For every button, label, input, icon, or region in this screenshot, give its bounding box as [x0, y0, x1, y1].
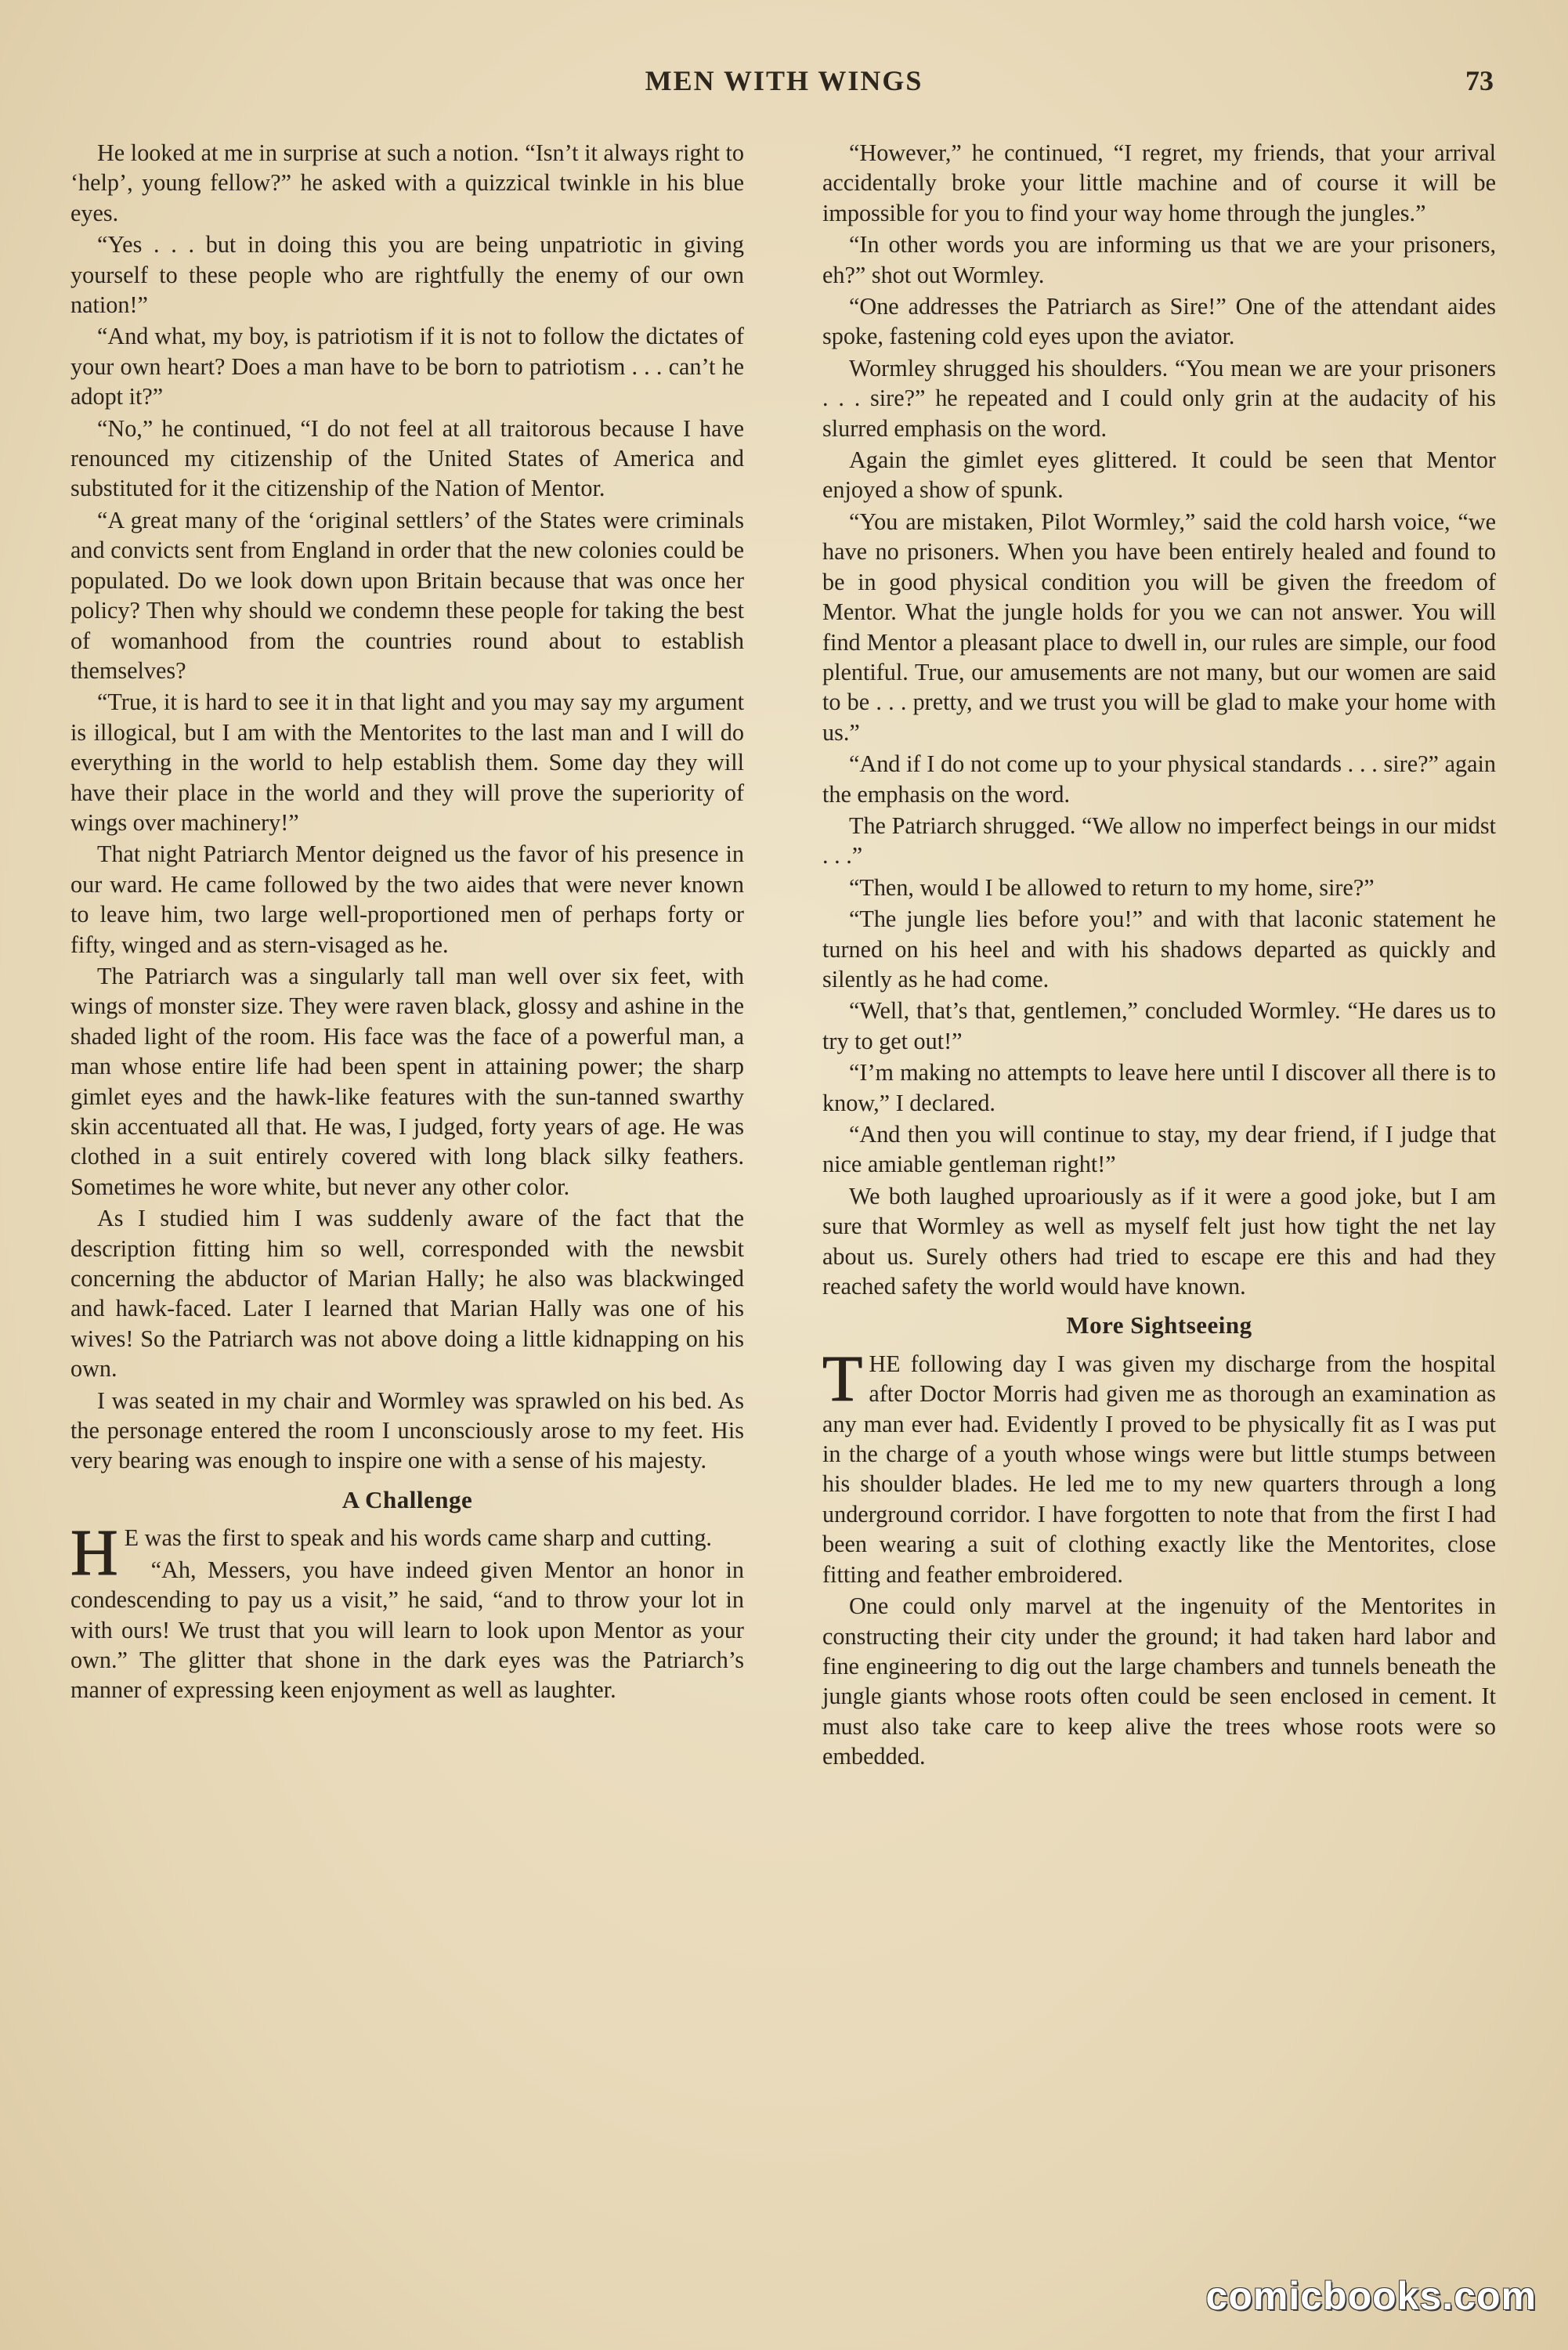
paragraph: Wormley shrugged his shoulders. “You mean we are your prisoners . . . sire?” he repeated and I could only grin at the audacity of his slurred emphasis on the word.: [822, 354, 1496, 442]
section-heading: More Sightseeing: [1066, 1311, 1252, 1340]
paragraph: “The jungle lies before you!” and with that laconic statement he turned on his heel and with his shadows departed as quickly and silently as he had come.: [822, 906, 1496, 992]
section-heading: A Challenge: [341, 1485, 473, 1513]
drop-cap-letter: H: [70, 1517, 118, 1590]
paragraph: “Yes . . . but in doing this you are being unpatriotic in giving yourself to these people who are rightfully the enemy of our own nation!”: [70, 231, 744, 319]
page-number: 73: [1465, 65, 1494, 96]
paragraph: “However,” he continued, “I regret, my friends, that your arrival accidentally broke your little machine and of course it will be impossible for you to find your way home through the jungles.”: [822, 139, 1496, 226]
paragraph: “And if I do not come up to your physical standards . . . sire?” again the emphasis on the word.: [822, 750, 1496, 808]
paragraph: As I studied him I was suddenly aware of the fact that the description fitting him so well, corresponded with the newsbit concerning the abductor of Marian Hally; he also was blackwinged and hawk-faced. Later I learned that Marian Hally was one of his wives! So the Patriarch was not above doing a little kidnapping on his own.: [70, 1205, 744, 1383]
paragraph: “One addresses the Patriarch as Sire!” One of the attendant aides spoke, fastening cold eyes upon the aviator.: [822, 293, 1496, 350]
paragraph: The Patriarch shrugged. “We allow no imperfect beings in our midst . . .”: [822, 812, 1496, 870]
left-column: [70, 138, 744, 1707]
paragraph: “In other words you are informing us that we are your prisoners, eh?” shot out Wormley.: [822, 231, 1496, 288]
paragraph: He looked at me in surprise at such a notion. “Isn’t it always right to ‘help’, young fellow?” he asked with a quizzical twinkle in his blue eyes.: [70, 139, 744, 226]
paragraph: “And then you will continue to stay, my dear friend, if I judge that nice amiable gentleman right!”: [822, 1121, 1496, 1178]
paragraph-text: HE following day I was given my discharge from the hospital after Doctor Morris had given me as thorough an examination as any man ever had. Evidently I proved to be physically fit as I was put in the charge of a youth whose wings were but little stumps between his shoulder blades. He led me to my new quarters through a long underground corridor. I have forgotten to note that from the first I had been wearing a suit of clothing exactly like the Mentorites, close fitting and feather embroidered.: [822, 1350, 1496, 1588]
story-title: MEN WITH WINGS: [645, 65, 923, 96]
paragraph: “You are mistaken, Pilot Wormley,” said the cold harsh voice, “we have no prisoners. When you have been entirely healed and found to be in good physical condition you will be given the freedom of Mentor. What the jungle holds for you we can not answer. You will find Mentor a pleasant place to dwell in, our rules are simple, our food plentiful. True, our amusements are not many, but our women are said to be . . . pretty, and we trust you will be glad to make your home with us.”: [822, 508, 1496, 746]
paragraph: “And what, my boy, is patriotism if it is not to follow the dictates of your own heart? Does a man have to be born to patriotism . . . can’t he adopt it?”: [70, 323, 744, 410]
drop-cap-letter: T: [822, 1342, 863, 1415]
paragraph: “Well, that’s that, gentlemen,” concluded Wormley. “He dares us to try to get out!”: [822, 997, 1496, 1054]
paragraph: “Then, would I be allowed to return to my home, sire?”: [849, 873, 1375, 901]
running-header: [0, 64, 1568, 111]
paragraph-text: E was the first to speak and his words came sharp and cutting.: [124, 1524, 712, 1552]
right-column: [822, 138, 1496, 1773]
paragraph: “True, it is hard to see it in that light and you may say my argument is illogical, but I am with the Mentorites to the last man and I will do everything in the world to help establish them. Some day they will have their place in the world and they will prove the superiority of wings over machinery!”: [70, 689, 744, 836]
paragraph: “A great many of the ‘original settlers’ of the States were criminals and convicts sent from England in order that the new colonies could be populated. Do we look down upon Britain because that was once her policy? Then why should we condemn these people for taking the best of womanhood from the countries round about to establish themselves?: [70, 506, 744, 684]
paragraph: Again the gimlet eyes glittered. It could be seen that Mentor enjoyed a show of spunk.: [822, 446, 1496, 504]
paragraph: “No,” he continued, “I do not feel at all traitorous because I have renounced my citizenship of the United States of America and substituted for it the citizenship of the Nation of Mentor.: [70, 414, 744, 502]
watermark-logo: comicbooks.com: [1205, 2274, 1537, 2318]
paragraph: One could only marvel at the ingenuity of the Mentorites in constructing their city under the ground; it had taken hard labor and fine engineering to dig out the large chambers and tunnels beneath the jungle giants whose roots often could be seen enclosed in cement. It must also take care to keep alive the trees whose roots were so embedded.: [822, 1593, 1496, 1770]
paragraph: We both laughed uproariously as if it were a good joke, but I am sure that Wormley as well as myself felt just how tight the net lay about us. Surely others had tried to escape ere this and had they reached safety the world would have known.: [822, 1182, 1496, 1300]
paragraph-dropcap: [70, 1517, 744, 1590]
paragraph: That night Patriarch Mentor deigned us the favor of his presence in our ward. He came followed by the two aides that were never known to leave him, two large well-proportioned men of perhaps forty or fifty, winged and as stern-visaged as he.: [70, 841, 744, 958]
paragraph: The Patriarch was a singularly tall man well over six feet, with wings of monster size. They were raven black, glossy and ashine in the shaded light of the room. His face was the face of a powerful man, a man whose entire life had been spent in attaining power; the sharp gimlet eyes and the hawk-like features with the sun-tanned swarthy skin accentuated all that. He was, I judged, forty years of age. He was clothed in a suit entirely covered with long black silky feathers. Sometimes he wore white, but never any other color.: [70, 962, 744, 1200]
paragraph: “I’m making no attempts to leave here until I discover all there is to know,” I declared.: [822, 1059, 1496, 1116]
paragraph-dropcap: [822, 1342, 1496, 1589]
paragraph: “Ah, Messers, you have indeed given Mentor an honor in condescending to pay us a visit,” he said, “and to throw your lot in with ours! We trust that you will learn to look upon Mentor as your own.” The glitter that shone in the dark eyes was the Patriarch’s manner of expressing keen enjoyment as well as laughter.: [70, 1556, 744, 1704]
paragraph: I was seated in my chair and Wormley was sprawled on his bed. As the personage entered the room I unconsciously arose to my feet. His very bearing was enough to inspire one with a sense of his majesty.: [70, 1386, 744, 1474]
